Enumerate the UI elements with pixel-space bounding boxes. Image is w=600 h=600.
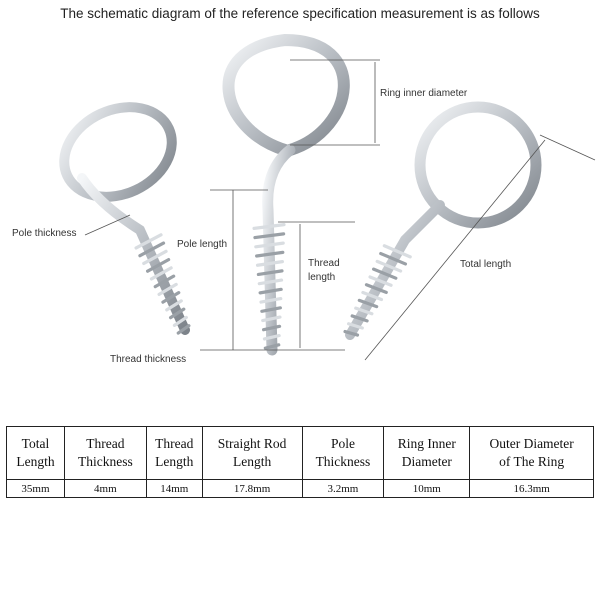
header-pole-thickness: Pole Thickness xyxy=(302,427,384,480)
spec-table xyxy=(6,426,594,498)
thread-coil xyxy=(258,271,282,275)
total-length-top-tick xyxy=(540,135,595,160)
value-ring-inner-diameter: 10mm xyxy=(384,480,470,498)
thread-coil xyxy=(261,299,281,302)
label-thread-length-line1: Thread xyxy=(308,258,340,269)
header-ring-inner-diameter: Ring Inner Diameter xyxy=(384,427,470,480)
label-pole-length: Pole length xyxy=(177,239,228,250)
thread-coil xyxy=(256,243,283,247)
thread-coil xyxy=(255,234,284,238)
left-screw-eye xyxy=(49,90,188,333)
header-straight-rod-length: Straight Rod Length xyxy=(202,427,302,480)
label-ring-inner-diameter: Ring inner diameter xyxy=(380,88,468,99)
middle-screw-eye xyxy=(229,40,344,350)
thread-coil xyxy=(263,317,280,320)
header-total-length: Total Length xyxy=(7,427,65,480)
spec-table-header-row xyxy=(7,427,594,480)
value-pole-thickness: 3.2mm xyxy=(302,480,384,498)
value-thread-thickness: 4mm xyxy=(64,480,146,498)
value-outer-diameter: 16.3mm xyxy=(470,480,594,498)
left-ring xyxy=(49,90,186,213)
spec-table-value-row xyxy=(7,480,594,498)
label-thread-length-line2: length xyxy=(308,272,336,283)
thread-coil xyxy=(254,225,284,229)
thread-coil xyxy=(262,308,280,311)
page-title: The schematic diagram of the reference specification measurement is as follows xyxy=(60,6,540,21)
header-outer-diameter: Outer Diameter of The Ring xyxy=(470,427,594,480)
label-thread-thickness: Thread thickness xyxy=(110,354,187,365)
thread-coil xyxy=(257,252,283,256)
thread-coil xyxy=(258,262,283,266)
value-thread-length: 14mm xyxy=(146,480,202,498)
label-total-length: Total length xyxy=(460,259,512,270)
pole-thickness-line xyxy=(85,215,130,235)
thread-coil xyxy=(260,289,281,293)
thread-coil xyxy=(259,280,281,284)
value-total-length: 35mm xyxy=(7,480,65,498)
label-pole-thickness: Pole thickness xyxy=(12,228,77,239)
header-thread-thickness: Thread Thickness xyxy=(64,427,146,480)
middle-ring xyxy=(229,40,344,150)
spec-table-wrap xyxy=(6,426,594,498)
value-straight-rod-length: 17.8mm xyxy=(202,480,302,498)
right-screw-eye xyxy=(345,107,536,335)
header-thread-length: Thread Length xyxy=(146,427,202,480)
